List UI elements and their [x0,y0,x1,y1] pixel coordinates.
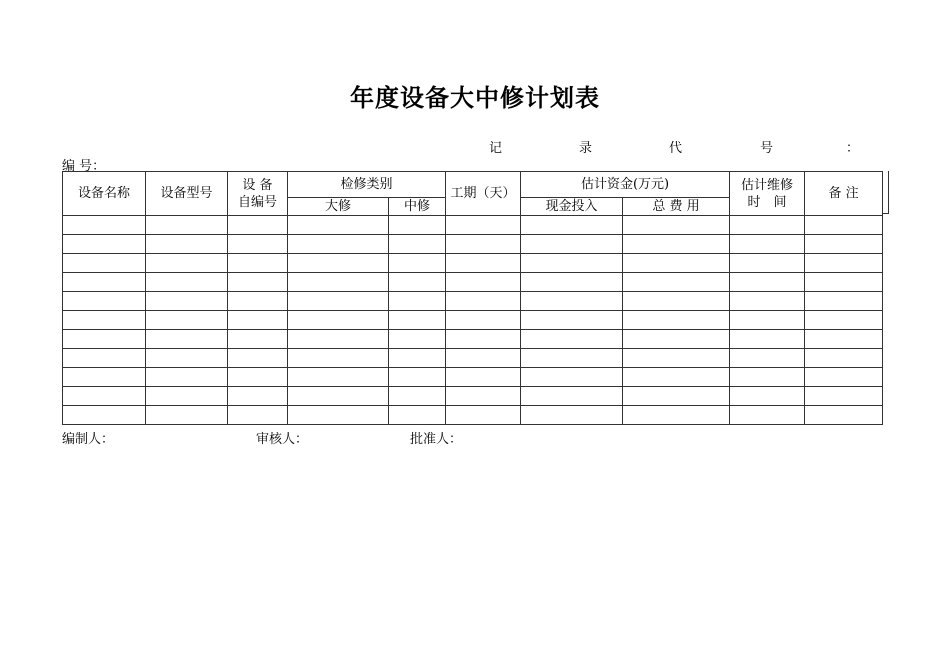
table-cell[interactable] [288,368,389,387]
table-cell[interactable] [623,311,730,330]
table-cell[interactable] [63,330,146,349]
table-cell[interactable] [228,349,288,368]
table-cell[interactable] [389,292,446,311]
table-cell[interactable] [623,254,730,273]
table-cell[interactable] [389,254,446,273]
table-cell[interactable] [730,254,805,273]
header-self-number-line1: 设 备 [242,177,273,193]
serial-number-label: 编 号： [62,159,106,174]
table-cell[interactable] [146,273,228,292]
table-cell[interactable] [146,311,228,330]
table-cell[interactable] [521,254,623,273]
table-cell[interactable] [805,235,883,254]
header-edge-tick [882,213,889,214]
table-cell[interactable] [389,235,446,254]
table-cell[interactable] [63,368,146,387]
table-cell[interactable] [228,216,288,235]
table-cell[interactable] [389,387,446,406]
header-medium-repair: 中修 [389,198,446,216]
header-total-cost: 总 费 用 [623,198,730,216]
table-cell[interactable] [730,368,805,387]
table-cell[interactable] [805,330,883,349]
table-cell[interactable] [288,273,389,292]
header-self-number [228,172,288,216]
table-cell[interactable] [389,368,446,387]
table-cell[interactable] [446,349,521,368]
record-code-char-1: 记 [489,141,503,156]
table-cell[interactable] [730,311,805,330]
table-cell[interactable] [521,216,623,235]
record-code-char-3: 代 [669,141,683,156]
table-cell[interactable] [730,349,805,368]
table-cell[interactable] [146,216,228,235]
table-cell[interactable] [446,330,521,349]
table-row [63,406,883,425]
table-cell[interactable] [730,216,805,235]
header-cash-input: 现金投入 [521,198,623,216]
table-cell[interactable] [228,406,288,425]
table-cell[interactable] [288,387,389,406]
table-cell[interactable] [521,311,623,330]
table-cell[interactable] [805,368,883,387]
table-cell[interactable] [623,406,730,425]
table-cell[interactable] [623,368,730,387]
table-cell[interactable] [521,349,623,368]
table-cell[interactable] [446,387,521,406]
header-estimated-time [730,172,805,216]
table-row [63,216,883,235]
table-cell[interactable] [228,330,288,349]
reviewed-by-label: 审核人： [256,432,309,447]
table-cell[interactable] [228,387,288,406]
table-cell[interactable] [389,311,446,330]
header-duration: 工期（天） [446,172,521,216]
table-row [63,387,883,406]
header-estimated-funds: 估计资金(万元) [521,172,730,198]
table-row [63,254,883,273]
table-row [63,349,883,368]
table-cell[interactable] [730,387,805,406]
table-cell[interactable] [63,254,146,273]
table-cell[interactable] [228,235,288,254]
table-cell[interactable] [389,349,446,368]
table-cell[interactable] [623,292,730,311]
table-cell[interactable] [63,292,146,311]
table-cell[interactable] [63,349,146,368]
table-cell[interactable] [446,311,521,330]
header-equipment-name: 设备名称 [63,172,146,216]
table-cell[interactable] [521,235,623,254]
table-cell[interactable] [623,216,730,235]
prepared-by-label: 编制人： [62,432,115,447]
table-cell[interactable] [446,254,521,273]
table-cell[interactable] [446,368,521,387]
table-cell[interactable] [288,235,389,254]
header-estimated-time-line1: 估计维修 [741,177,794,193]
table-row [63,235,883,254]
table-cell[interactable] [623,235,730,254]
table-cell[interactable] [146,254,228,273]
approved-by-label: 批准人： [410,432,463,447]
table-body [63,216,883,425]
table-cell[interactable] [805,216,883,235]
table-cell[interactable] [63,235,146,254]
page-title: 年度设备大中修计划表 [350,84,600,112]
table-cell[interactable] [146,330,228,349]
table-cell[interactable] [521,387,623,406]
table-cell[interactable] [446,216,521,235]
table-cell[interactable] [288,330,389,349]
table-cell[interactable] [146,292,228,311]
table-cell[interactable] [521,292,623,311]
table-row [63,368,883,387]
table-cell[interactable] [446,273,521,292]
table-row [63,292,883,311]
table-cell[interactable] [521,406,623,425]
table-cell[interactable] [288,349,389,368]
table-cell[interactable] [228,273,288,292]
table-cell[interactable] [446,406,521,425]
table-row [63,330,883,349]
table-cell[interactable] [288,311,389,330]
table-cell[interactable] [63,387,146,406]
record-code-char-2: 录 [579,141,593,156]
record-code-colon: ： [846,141,860,156]
table-cell[interactable] [228,311,288,330]
table-cell[interactable] [228,368,288,387]
table-cell[interactable] [389,216,446,235]
table-cell[interactable] [389,273,446,292]
plan-table [62,171,883,425]
header-remarks: 备 注 [805,172,883,216]
table-cell[interactable] [805,387,883,406]
table-cell[interactable] [730,406,805,425]
header-repair-type: 检修类别 [288,172,446,198]
header-equipment-model: 设备型号 [146,172,228,216]
table-cell[interactable] [63,273,146,292]
table-cell[interactable] [730,273,805,292]
table-cell[interactable] [288,406,389,425]
table-cell[interactable] [146,235,228,254]
table-cell[interactable] [623,387,730,406]
table-cell[interactable] [288,254,389,273]
table-cell[interactable] [389,330,446,349]
table-cell[interactable] [805,349,883,368]
table-cell[interactable] [146,387,228,406]
table-cell[interactable] [63,216,146,235]
table-cell[interactable] [146,406,228,425]
table-cell[interactable] [228,292,288,311]
table-cell[interactable] [623,349,730,368]
table-cell[interactable] [521,368,623,387]
table-cell[interactable] [288,292,389,311]
table-cell[interactable] [623,273,730,292]
record-code-char-4: 号 [760,141,774,156]
table-cell[interactable] [146,349,228,368]
table-cell[interactable] [805,273,883,292]
table-cell[interactable] [805,406,883,425]
table-cell[interactable] [805,254,883,273]
table-cell[interactable] [730,235,805,254]
table-cell[interactable] [446,292,521,311]
table-cell[interactable] [623,330,730,349]
table-cell[interactable] [446,235,521,254]
table-cell[interactable] [228,254,288,273]
table-row [63,273,883,292]
table-cell[interactable] [805,311,883,330]
header-estimated-time-line2: 时 间 [747,194,787,210]
table-row [63,311,883,330]
header-major-repair: 大修 [288,198,389,216]
table-cell[interactable] [521,330,623,349]
table-cell[interactable] [730,330,805,349]
table-cell[interactable] [805,292,883,311]
table-cell[interactable] [63,311,146,330]
header-self-number-line2: 自编号 [237,194,277,210]
table-cell[interactable] [389,406,446,425]
table-cell[interactable] [288,216,389,235]
header-edge-line [888,171,889,214]
table-cell[interactable] [63,406,146,425]
table-cell[interactable] [730,292,805,311]
table-cell[interactable] [521,273,623,292]
table-cell[interactable] [146,368,228,387]
